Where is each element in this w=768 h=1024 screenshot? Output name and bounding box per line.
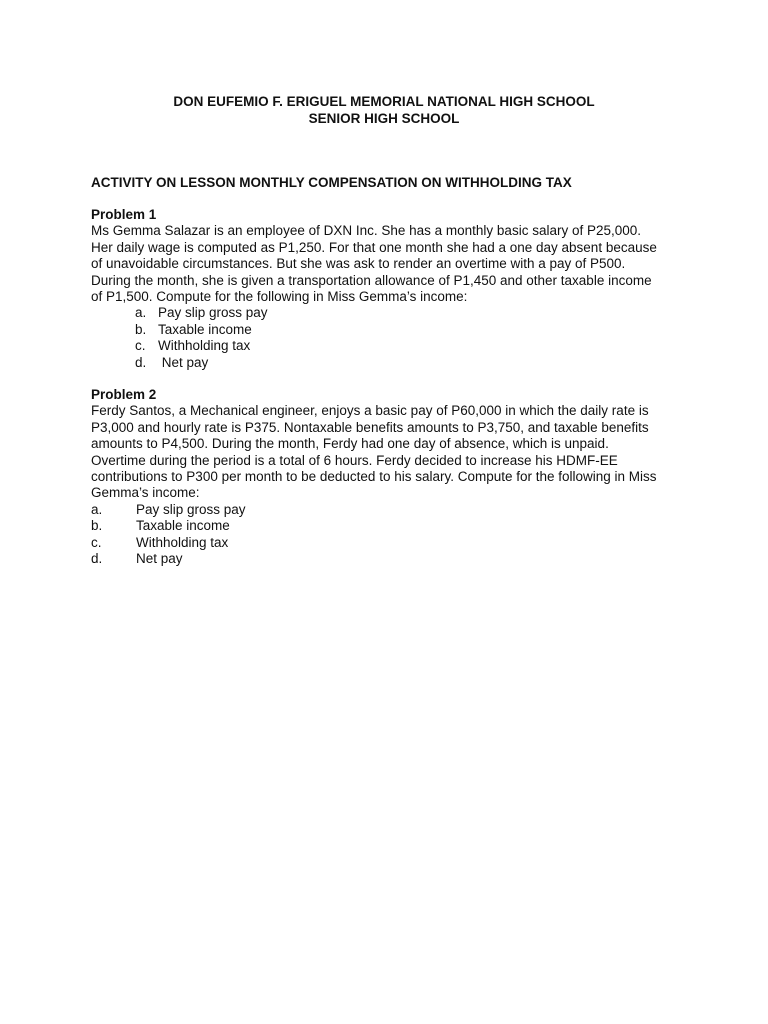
problem-2-line: Gemma’s income: xyxy=(91,485,200,501)
problem-2-list xyxy=(91,502,691,568)
list-item-text: Taxable income xyxy=(136,518,230,534)
list-marker: c. xyxy=(91,534,102,550)
problem-1-line: of P1,500. Compute for the following in Miss Gemma’s income: xyxy=(91,289,468,305)
list-marker: a. xyxy=(91,501,103,517)
list-item-text: Withholding tax xyxy=(158,338,251,354)
problem-1-line: During the month, she is given a transportation allowance of P1,450 and other taxable income xyxy=(91,272,652,288)
list-item xyxy=(91,518,691,534)
list-marker: b. xyxy=(135,321,147,337)
problem-1-body xyxy=(91,223,691,305)
list-marker: b. xyxy=(91,518,103,534)
list-marker: d. xyxy=(135,354,147,370)
problem-1-section xyxy=(91,207,691,371)
document-header xyxy=(0,93,768,127)
list-item-text: Withholding tax xyxy=(136,534,229,550)
problem-2-title: Problem 2 xyxy=(91,387,157,402)
list-item xyxy=(91,305,691,321)
problem-1-line: of unavoidable circumstances. But she was ask to render an overtime with a pay of P500. xyxy=(91,256,626,272)
problem-1-list xyxy=(91,305,691,371)
problem-1-line: Her daily wage is computed as P1,250. For that one month she had a one day absent because xyxy=(91,239,657,255)
list-item xyxy=(91,535,691,551)
problem-2-line: P3,000 and hourly rate is P375. Nontaxable benefits amounts to P3,750, and taxable benefits xyxy=(91,419,649,435)
problem-2-line: Ferdy Santos, a Mechanical engineer, enjoys a basic pay of P60,000 in which the daily rate is xyxy=(91,403,649,419)
problem-2-line: amounts to P4,500. During the month, Ferdy had one day of absence, which is unpaid. xyxy=(91,436,609,452)
problem-2-line: contributions to P300 per month to be deducted to his salary. Compute for the following in Miss xyxy=(91,469,657,485)
problem-1-title: Problem 1 xyxy=(91,207,157,222)
school-division: SENIOR HIGH SCHOOL xyxy=(308,111,460,126)
problem-2-line: Overtime during the period is a total of 6 hours. Ferdy decided to increase his HDMF-EE xyxy=(91,452,618,468)
list-item-text: Net pay xyxy=(136,551,183,567)
list-marker: c. xyxy=(135,338,146,354)
list-item xyxy=(91,551,691,567)
problem-1-line: Ms Gemma Salazar is an employee of DXN Inc. She has a monthly basic salary of P25,000. xyxy=(91,223,642,239)
list-item xyxy=(91,502,691,518)
list-marker: d. xyxy=(91,551,103,567)
list-item xyxy=(91,355,691,371)
problem-2-body xyxy=(91,403,691,501)
list-item xyxy=(91,322,691,338)
activity-title: ACTIVITY ON LESSON MONTHLY COMPENSATION ON WITHHOLDING TAX xyxy=(91,175,572,190)
list-marker: a. xyxy=(135,305,147,321)
school-name: DON EUFEMIO F. ERIGUEL MEMORIAL NATIONAL HIGH SCHOOL xyxy=(173,94,595,109)
problem-2-section xyxy=(91,387,691,567)
list-item-text: Pay slip gross pay xyxy=(136,501,246,517)
list-item xyxy=(91,338,691,354)
list-item-text: Pay slip gross pay xyxy=(158,305,268,321)
list-item-text: Taxable income xyxy=(158,321,252,337)
list-item-text: Net pay xyxy=(158,354,209,370)
